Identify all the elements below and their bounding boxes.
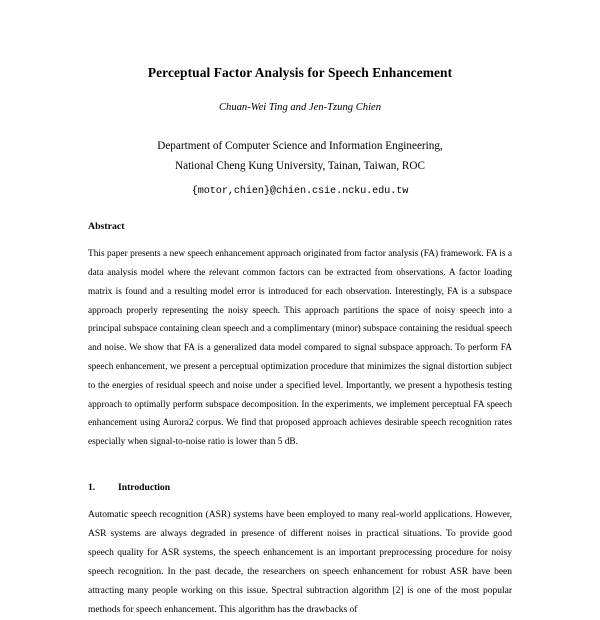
- affiliation-line-1: Department of Computer Science and Information Engineering,: [157, 140, 443, 153]
- introduction-text: Automatic speech recognition (ASR) systems have been employed to many real-world applications. However, ASR systems are always degraded in presence of different noises in practical situations. To provide good speech quality for ASR systems, the speech enhancement is an important preprocessing procedure for noisy speech recognition. In the past decade, the researchers on speech enhancement for robust ASR have been attracting many people working on this issue. Spectral subtraction algorithm [2] is one of the most popular methods for speech enhancement. This algorithm has the drawbacks of: [88, 509, 512, 615]
- introduction-number: 1.: [88, 481, 96, 493]
- abstract-heading: Abstract: [88, 221, 125, 233]
- page-title: Perceptual Factor Analysis for Speech Enhancement: [147, 65, 453, 80]
- affiliation: [88, 137, 512, 176]
- abstract-text: This paper presents a new speech enhancement approach originated from factor analysis (FA) framework. FA is a data analysis model where the relevant common factors can be extracted from observations. A factor loading matrix is found and a resulting model error is introduced for each observation. Interestingly, FA is a subspace approach properly representing the noisy speech. This approach partitions the space of noisy speech into a principal subspace containing clean speech and a complimentary (minor) subspace containing the residual speech and noise. We show that FA is a generalized data model compared to signal subspace approach. To perform FA speech enhancement, we present a perceptual optimization procedure that minimizes the signal distortion subject to the energies of residual speech and noise under a specified level. Importantly, we present a hypothesis testing approach to optimally perform subspace decomposition. In the experiments, we implement perceptual FA speech enhancement using Aurora2 corpus. We find that proposed approach achieves desirable speech recognition rates especially when signal-to-noise ratio is lower than 5 dB.: [88, 249, 512, 448]
- introduction-title: Introduction: [118, 481, 171, 493]
- introduction-heading: [88, 482, 512, 493]
- author-list: Chuan-Wei Ting and Jen-Tzung Chien: [218, 102, 382, 114]
- contact-email: {motor,chien}@chien.csie.ncku.edu.tw: [191, 186, 409, 198]
- affiliation-line-2: National Cheng Kung University, Tainan, Taiwan, ROC: [175, 159, 425, 172]
